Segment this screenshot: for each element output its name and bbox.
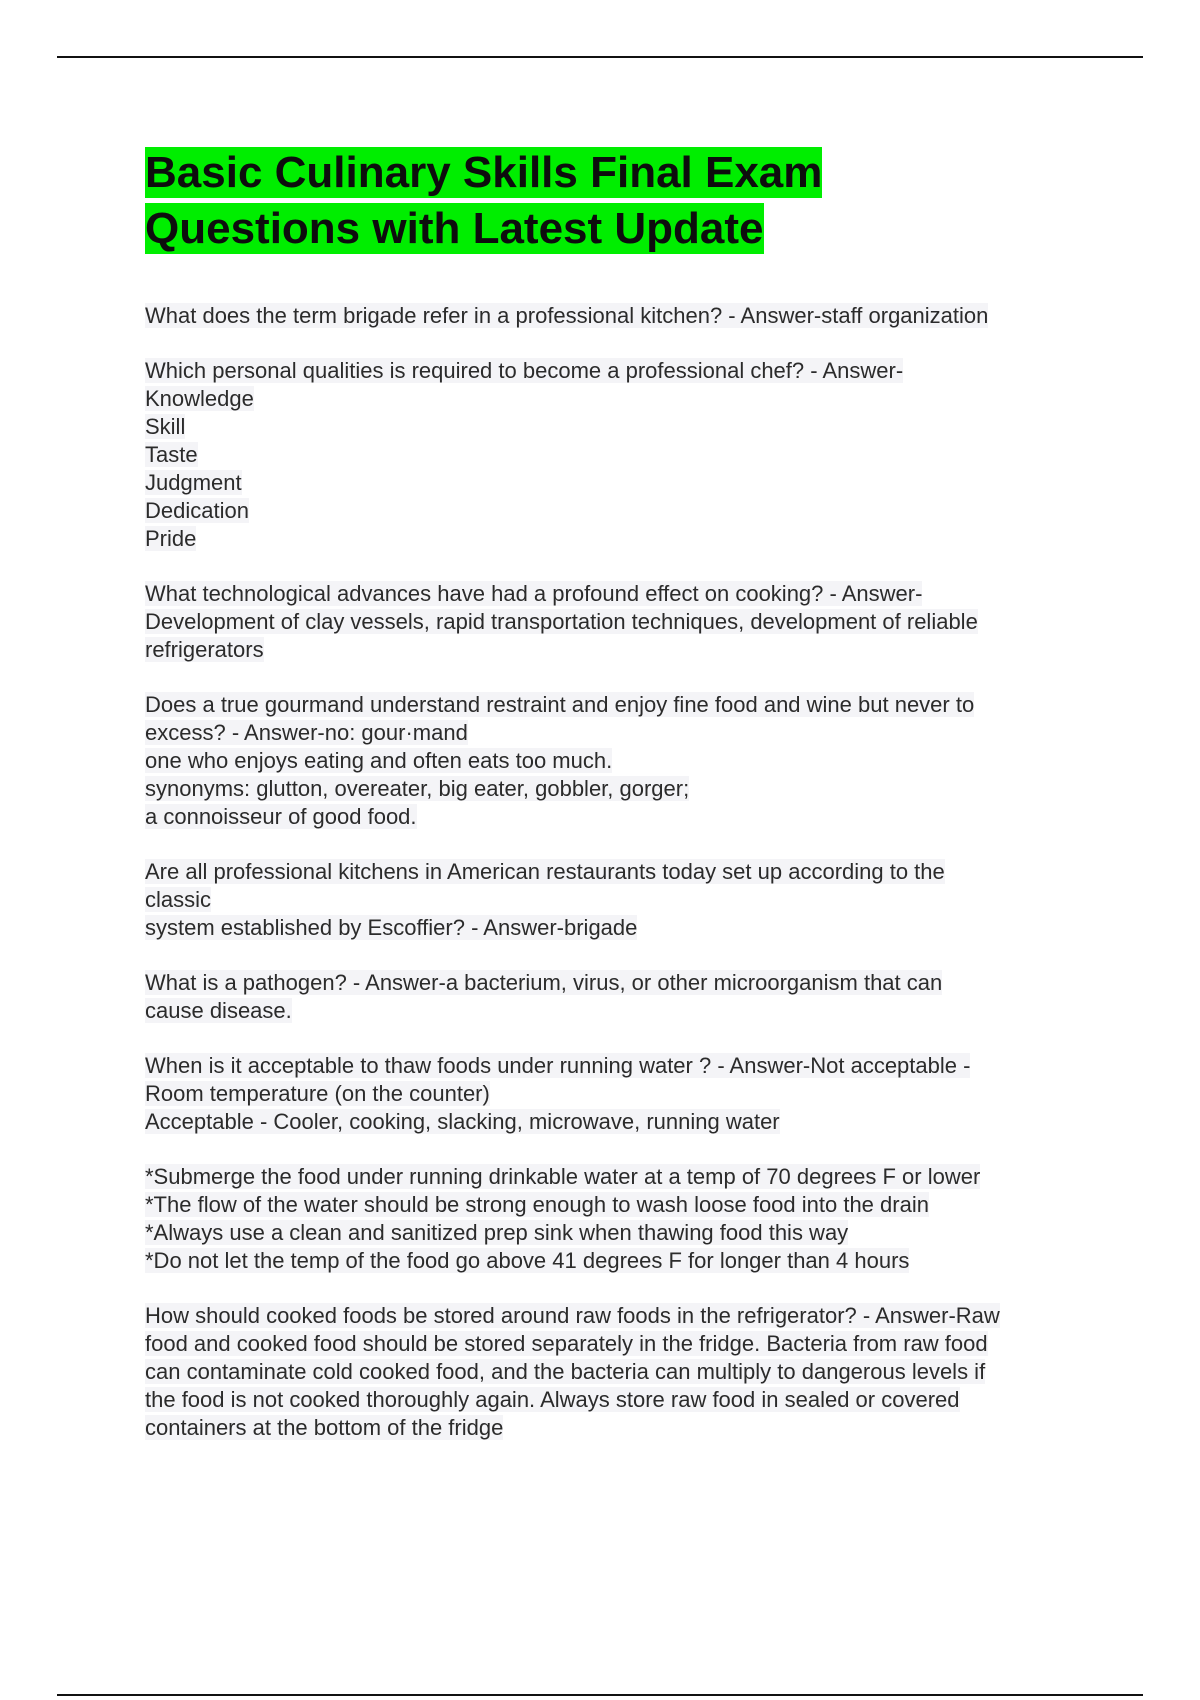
text-line: Acceptable - Cooler, cooking, slacking, microwave, running water xyxy=(145,1109,780,1134)
text-line: cause disease. xyxy=(145,998,292,1023)
qa-block xyxy=(145,302,1095,330)
text-line: *Submerge the food under running drinkable water at a temp of 70 degrees F or lower xyxy=(145,1164,981,1189)
text-line: How should cooked foods be stored around raw foods in the refrigerator? - Answer-Raw xyxy=(145,1303,1000,1328)
text-line: Does a true gourmand understand restraint and enjoy fine food and wine but never to xyxy=(145,692,975,717)
text-line: classic xyxy=(145,887,212,912)
document-title xyxy=(145,145,1095,257)
text-line: a connoisseur of good food. xyxy=(145,804,417,829)
text-line: Development of clay vessels, rapid transportation techniques, development of reliable xyxy=(145,609,978,634)
document-body xyxy=(145,145,1095,1469)
text-line: Which personal qualities is required to become a professional chef? - Answer- xyxy=(145,358,904,383)
text-line: refrigerators xyxy=(145,637,264,662)
qa-block xyxy=(145,858,1095,942)
text-line: *Always use a clean and sanitized prep sink when thawing food this way xyxy=(145,1220,849,1245)
text-line: Pride xyxy=(145,526,197,551)
text-line: Taste xyxy=(145,442,198,467)
bottom-rule xyxy=(57,1694,1143,1696)
qa-block xyxy=(145,580,1095,664)
title-line: Basic Culinary Skills Final Exam xyxy=(145,148,823,197)
text-line: *Do not let the temp of the food go above 41 degrees F for longer than 4 hours xyxy=(145,1248,910,1273)
qa-block xyxy=(145,969,1095,1025)
text-line: What technological advances have had a profound effect on cooking? - Answer- xyxy=(145,581,923,606)
text-line: excess? - Answer-no: gour·mand xyxy=(145,720,468,745)
text-line: food and cooked food should be stored separately in the fridge. Bacteria from raw food xyxy=(145,1331,988,1356)
text-line: the food is not cooked thoroughly again. Always store raw food in sealed or covered xyxy=(145,1387,960,1412)
qa-block xyxy=(145,1163,1095,1275)
top-rule xyxy=(57,56,1143,58)
text-line: system established by Escoffier? - Answer-brigade xyxy=(145,915,638,940)
text-line: When is it acceptable to thaw foods under running water ? - Answer-Not acceptable - xyxy=(145,1053,971,1078)
text-line: Knowledge xyxy=(145,386,254,411)
text-line: synonyms: glutton, overeater, big eater, gobbler, gorger; xyxy=(145,776,690,801)
text-line: can contaminate cold cooked food, and the bacteria can multiply to dangerous levels if xyxy=(145,1359,986,1384)
text-line: one who enjoys eating and often eats too much. xyxy=(145,748,613,773)
text-line: Room temperature (on the counter) xyxy=(145,1081,490,1106)
qa-block xyxy=(145,1302,1095,1442)
text-line: Dedication xyxy=(145,498,249,523)
text-line: Skill xyxy=(145,414,186,439)
qa-block xyxy=(145,691,1095,831)
qa-block xyxy=(145,1052,1095,1136)
text-line: *The flow of the water should be strong enough to wash loose food into the drain xyxy=(145,1192,929,1217)
text-line: Judgment xyxy=(145,470,242,495)
text-line: What is a pathogen? - Answer-a bacterium, virus, or other microorganism that can xyxy=(145,970,943,995)
text-line: What does the term brigade refer in a professional kitchen? - Answer-staff organization xyxy=(145,303,989,328)
text-line: containers at the bottom of the fridge xyxy=(145,1415,504,1440)
text-line: Are all professional kitchens in American restaurants today set up according to the xyxy=(145,859,945,884)
qa-block xyxy=(145,357,1095,553)
title-line: Questions with Latest Update xyxy=(145,204,764,253)
